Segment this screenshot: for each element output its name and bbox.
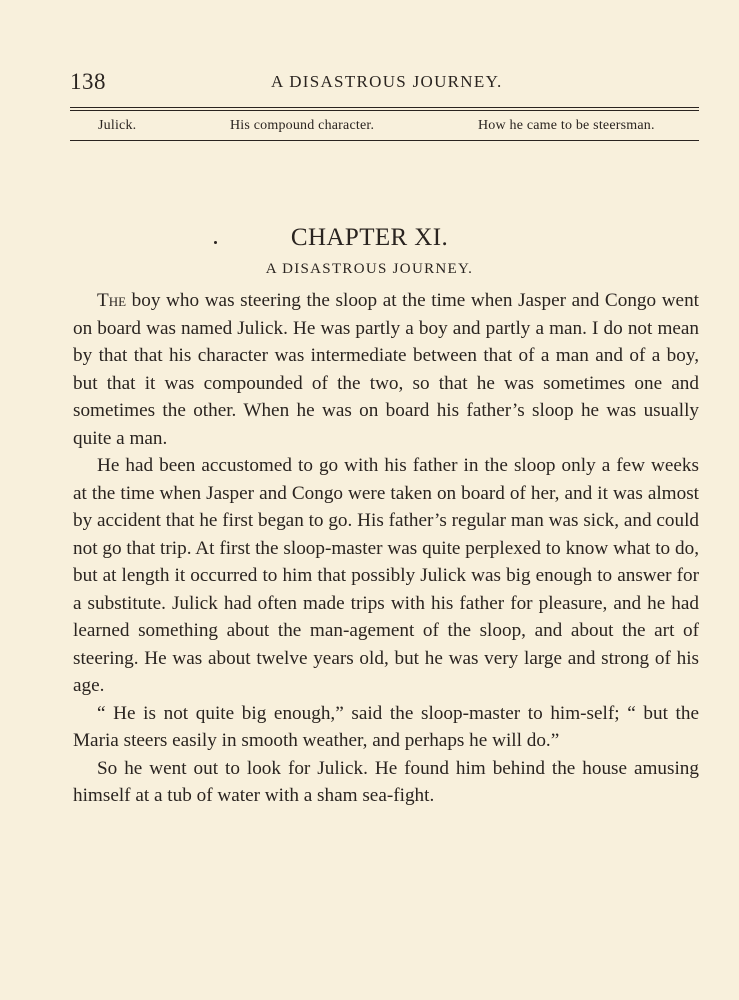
paragraph-2: He had been accustomed to go with his father in the sloop only a few weeks at the time when Jasper and Congo were taken on board of her, and it was almost by accident that he first began to go. His father’s regular man was sick, and could not go that trip. At first the sloop-master was quite perplexed to know what to do, but at length it occurred to him that possibly Julick was big enough to answer for a substitute. Julick had often made trips with his father for pleasure, and he had learned something about the man-agement of the sloop, and about the art of steering. He was about twelve years old, but he was very large and strong of his age. — [73, 455, 699, 696]
chapter-title: CHAPTER XI. — [290, 224, 449, 251]
paragraph-1-text: boy who was steering the sloop at the time when Jasper and Congo went on board was named Julick. He was partly a boy and partly a man. I do not mean by that that his character was intermediate between that of a man and of a boy, but that it was compounded of the two, so that he was sometimes one and sometimes the other. When he was on board his father’s sloop he was usually quite a man. — [73, 290, 699, 449]
header-rule-top — [70, 107, 699, 108]
header-rule-top-second — [70, 110, 699, 111]
chapter-subtitle: A DISASTROUS JOURNEY. — [265, 261, 474, 277]
sidenote-left: Julick. — [98, 118, 137, 133]
paragraph-1 — [73, 287, 699, 452]
header-rule-bottom — [70, 140, 699, 141]
sidenote-center: His compound character. — [230, 118, 375, 133]
running-head: A DISASTROUS JOURNEY. — [271, 72, 503, 91]
page-number: 138 — [70, 69, 106, 94]
paragraph-4: So he went out to look for Julick. He found him behind the house amusing himself at a tub of water with a sham sea-fight. — [73, 757, 699, 806]
sidenote-right: How he came to be steersman. — [478, 118, 655, 133]
paragraph-1-lead: The — [97, 290, 127, 311]
paragraph-3: “ He is not quite big enough,” said the sloop-master to him-self; “ but the Maria steers easily in smooth weather, and perhaps he will do.” — [73, 702, 699, 751]
body-text — [73, 287, 699, 810]
